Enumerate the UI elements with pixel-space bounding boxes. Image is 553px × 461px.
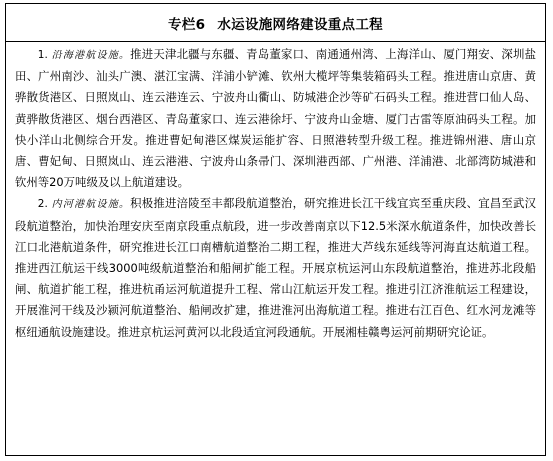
item-number: 1. <box>37 49 48 61</box>
item-heading: 内河港航设施。 <box>51 199 131 211</box>
feature-box-header <box>6 4 545 42</box>
feature-box <box>5 3 546 456</box>
feature-box-title-text: 水运设施网络建设重点工程 <box>217 16 383 33</box>
feature-box-label: 专栏6 <box>168 16 206 33</box>
item-number: 2. <box>37 198 48 211</box>
paragraph-inland <box>15 193 536 342</box>
item-text: 推进天津北疆与东疆、青岛董家口、南通通州湾、上海洋山、厦门翔安、深圳盐田、广州南沙、汕头广澳、湛江宝满、洋浦小铲滩、钦州大榄坪等集装箱码头工程。推进唐山京唐、黄骅散货港区、日照岚山、连云港连云、宁波舟山衢山、防城港企沙等矿石码头工程。推进营口仙人岛、黄骅散货港区、烟台西港区、青岛董家口、连云港徐圩、宁波舟山金塘、厦门古雷等原油码头工程。加快小洋山北侧综合开发。推进曹妃甸港区煤炭运能扩容、日照港转型升级工程。推进锦州港、唐山京唐、曹妃甸、日照岚山、连云港港、宁波舟山条帚门、深圳港西部、广州港、洋浦港、北部湾防城港和钦州等20万吨级及以上航道建设。 <box>15 47 537 190</box>
item-heading: 沿海港航设施。 <box>51 50 131 61</box>
paragraph-coastal <box>15 44 536 193</box>
item-text: 积极推进涪陵至丰都段航道整治，研究推进长江干线宜宾至重庆段、宜昌至武汉段航道整治，加快治理安庆至南京段重点航段，进一步改善南京以下12.5米深水航道条件，加快改善长江口北港航道条件，研究推进长江口南槽航道整治二期工程，推进大芦线东延线等河海直达航道工程。推进西江航运干线3000吨级航道整治和船闸扩能工程。开展京杭运河山东段航道整治，推进苏北段船闸、航道扩能工程，推进杭甬运河航道提升工程、常山江航运开发工程。推进引江济淮航运工程建设，开展淮河干线及沙颍河航道整治、船闸改扩建，推进淮河出海航道工程。推进右江百色、红水河龙滩等枢纽通航设施建设。推进京杭运河黄河以北段适宜河段通航。开展湘桂赣粤运河前期研究论证。 <box>15 196 537 339</box>
feature-box-title <box>168 13 383 33</box>
feature-box-content <box>6 42 545 455</box>
